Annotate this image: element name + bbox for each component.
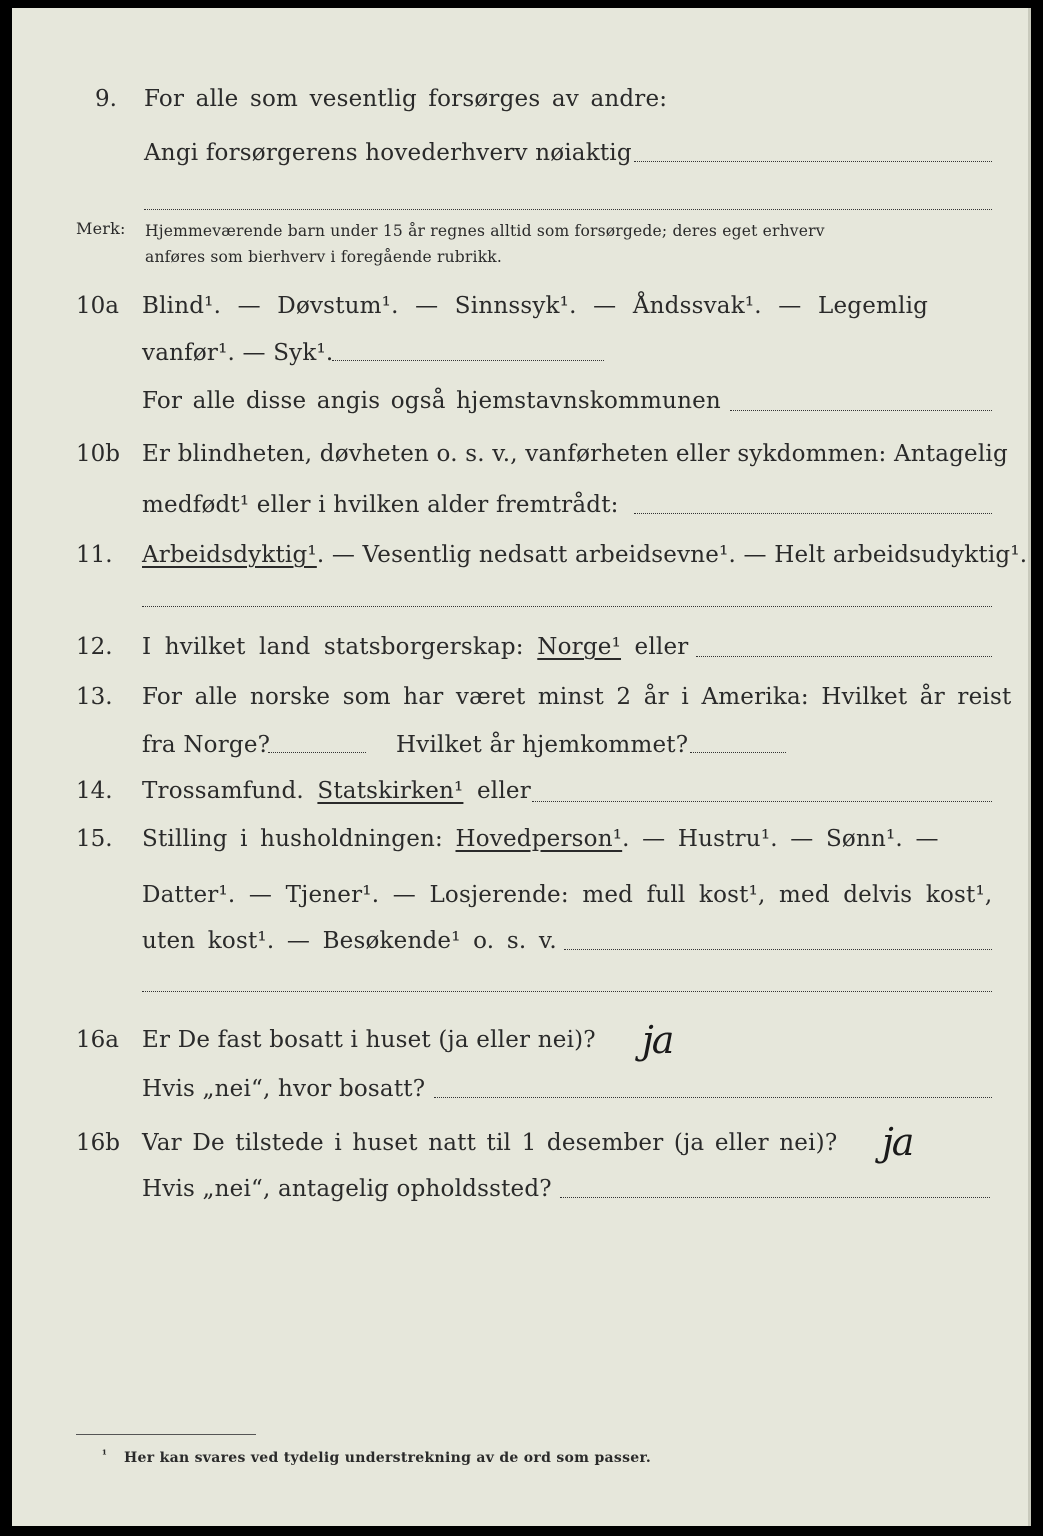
q15-text2: . — Hustru¹. — Sønn¹. — [622,826,939,852]
q10b-answer-line[interactable] [634,513,992,514]
q16a-number: 16a [76,1027,119,1053]
merk-label: Merk: [76,219,126,238]
q9-number: 9. [95,86,117,112]
q15-extra-line[interactable] [142,991,992,992]
q9-answer-line[interactable] [634,161,992,162]
q10a-number: 10a [76,293,119,319]
q10b-line2: medfødt¹ eller i hvilken alder fremtrådt: [142,492,619,518]
q10a-line1: Blind¹. — Døvstum¹. — Sinnssyk¹. — Åndssvak¹. — Legemlig [142,293,929,319]
q12-line [142,634,688,660]
q10b-line1: Er blindheten, døvheten o. s. v., vanførheten eller sykdommen: Antagelig [142,441,1008,467]
q15-number: 15. [76,826,113,852]
q14-number: 14. [76,778,113,804]
q12-text: I hvilket land statsborgerskap: [142,634,524,660]
q13-left-year-line[interactable] [268,752,366,753]
footnote-text: Her kan svares ved tydelig understrekning av de ord som passer. [124,1450,652,1466]
merk-line1: Hjemmeværende barn under 15 år regnes alltid som forsørgede; deres eget erhverv [145,222,825,240]
q12-option-norge[interactable]: Norge¹ [537,634,622,660]
q9-line1: For alle som vesentlig forsørges av andre: [144,86,668,112]
footnote-rule [76,1434,256,1435]
q13-return-year-line[interactable] [690,752,786,753]
q11-extra-line[interactable] [142,606,992,607]
q9-line2: Angi forsørgerens hovederhverv nøiaktig [144,140,632,166]
footnote-mark: ¹ [102,1448,107,1461]
q14-eller: eller [476,778,531,804]
q14-line [142,778,531,804]
q11-rest: . — Vesentlig nedsatt arbeidsevne¹. — Helt arbeidsudyktig¹. [316,542,1028,568]
q13-line1: For alle norske som har været minst 2 år i Amerika: Hvilket år reist [142,684,1012,710]
q11-line [142,542,1027,568]
q10b-number: 10b [76,441,120,467]
q14-option-statskirken[interactable]: Statskirken¹ [317,778,464,804]
q12-eller: eller [634,634,689,660]
q16a-answer-line[interactable] [434,1097,992,1098]
q15-text1: Stilling i husholdningen: [142,826,443,852]
q15-line2: Datter¹. — Tjener¹. — Losjerende: med full kost¹, med delvis kost¹, [142,882,993,908]
q16b-number: 16b [76,1130,120,1156]
q14-answer-line[interactable] [532,801,992,802]
q9-extra-line[interactable] [144,209,992,210]
q13-line2a: fra Norge? [142,732,271,758]
q12-number: 12. [76,634,113,660]
q16b-answer-line[interactable] [560,1197,990,1198]
q13-line2b: Hvilket år hjemkommet? [396,732,689,758]
census-form-page [12,8,1031,1526]
q11-number: 11. [76,542,113,568]
q15-line3: uten kost¹. — Besøkende¹ o. s. v. [142,928,557,954]
q10a-line3: For alle disse angis også hjemstavnskommunen [142,388,721,414]
q16a-handwritten-answer[interactable]: ja [642,1018,673,1062]
q10a-municipality-line[interactable] [730,410,992,411]
q10a-answer-line[interactable] [332,360,604,361]
q13-number: 13. [76,684,113,710]
q15-option-hovedperson[interactable]: Hovedperson¹ [455,826,623,852]
q16b-line2: Hvis „nei“, antagelig opholdssted? [142,1176,552,1202]
q15-line1 [142,826,939,852]
q16a-line2: Hvis „nei“, hvor bosatt? [142,1076,426,1102]
q16a-line1: Er De fast bosatt i huset (ja eller nei)? [142,1027,596,1053]
q14-text: Trossamfund. [142,778,304,804]
q10a-line2: vanfør¹. — Syk¹. [142,340,334,366]
q16b-line1: Var De tilstede i huset natt til 1 desember (ja eller nei)? [142,1130,838,1156]
q16b-handwritten-answer[interactable]: ja [882,1120,913,1164]
merk-line2: anføres som bierhverv i foregående rubrikk. [145,248,503,266]
q15-answer-line[interactable] [564,949,992,950]
q11-option-arbeidsdyktig[interactable]: Arbeidsdyktig¹ [142,542,317,568]
q12-answer-line[interactable] [696,656,992,657]
